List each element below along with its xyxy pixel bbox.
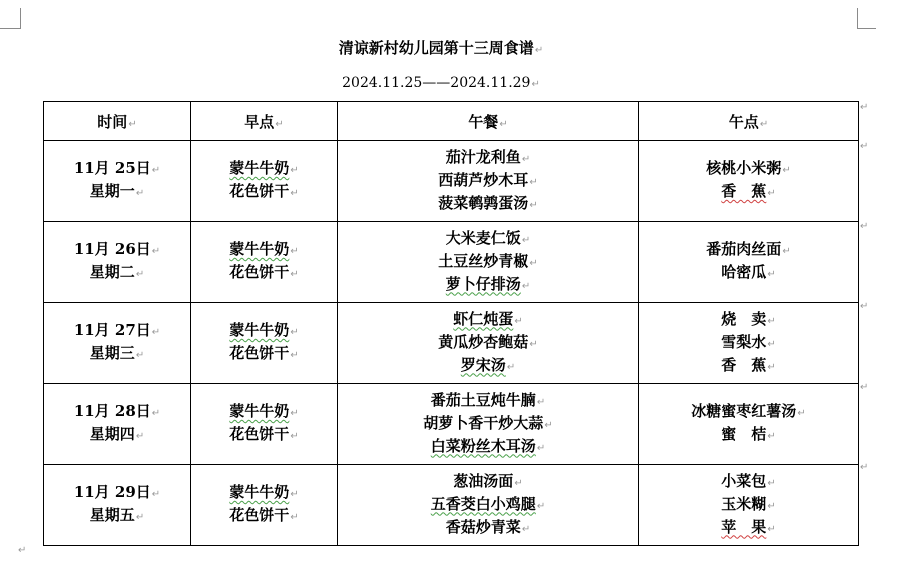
row-end-mark: ↵ (860, 301, 869, 312)
snack-item: 核桃小米粥↵ (706, 159, 791, 177)
lunch-item: 菠菜鹌鹑蛋汤↵ (438, 193, 538, 212)
breakfast-item: 花色饼干↵ (229, 344, 299, 362)
cell-lunch (338, 141, 639, 222)
cell-time (44, 384, 191, 465)
row-end-mark: ↵ (860, 221, 869, 232)
date-text: 11月 27日↵ (73, 321, 161, 339)
lunch-item: 萝卜仔排汤↵ (445, 274, 531, 293)
breakfast-item: 花色饼干↵ (229, 263, 299, 281)
lunch-item: 黄瓜炒杏鲍菇↵ (438, 332, 538, 351)
document-title: 清谅新村幼儿园第十三周食谱↵ (338, 39, 544, 57)
date-text: 11月 28日↵ (73, 402, 161, 420)
breakfast-item: 蒙牛牛奶↵ (229, 321, 299, 339)
crop-mark-top-right (857, 8, 876, 29)
cell-time (44, 141, 191, 222)
snack-item: 雪梨水↵ (721, 332, 776, 351)
snack-item: 小菜包↵ (721, 471, 776, 490)
lunch-item: 土豆丝炒青椒↵ (438, 251, 538, 270)
row-end-mark: ↵ (860, 102, 869, 113)
date-range: 2024.11.25——2024.11.29↵ (342, 75, 540, 91)
cell-breakfast (191, 303, 338, 384)
cell-snack (639, 384, 859, 465)
lunch-item: 葱油汤面↵ (453, 471, 523, 490)
lunch-item: 大米麦仁饭↵ (445, 228, 531, 247)
lunch-item: 茄汁龙利鱼↵ (445, 147, 531, 166)
crop-mark-top-left (0, 8, 21, 29)
lunch-item: 白菜粉丝木耳汤↵ (430, 436, 546, 455)
cell-breakfast (191, 141, 338, 222)
lunch-item: 五香茭白小鸡腿↵ (430, 494, 546, 513)
cell-breakfast (191, 384, 338, 465)
snack-item: 冰糖蜜枣红薯汤↵ (691, 402, 806, 420)
snack-item: 香 蕉↵ (721, 182, 776, 200)
snack-item: 番茄肉丝面↵ (706, 240, 791, 258)
date-text: 11月 29日↵ (73, 483, 161, 501)
date-text: 11月 25日↵ (73, 159, 161, 177)
weekday-text: 星期二↵ (89, 263, 145, 281)
breakfast-item: 花色饼干↵ (229, 182, 299, 200)
row-end-mark: ↵ (860, 382, 869, 393)
lunch-item: 西葫芦炒木耳↵ (438, 170, 538, 189)
snack-item: 蜜 桔↵ (721, 425, 776, 443)
header-lunch: 午餐↵ (338, 102, 639, 141)
cell-snack (639, 141, 859, 222)
snack-item: 苹 果↵ (721, 517, 776, 536)
snack-item: 玉米糊↵ (721, 494, 776, 513)
cell-lunch (338, 303, 639, 384)
breakfast-item: 蒙牛牛奶↵ (229, 483, 299, 501)
cell-lunch (338, 465, 639, 546)
table-row (44, 222, 859, 303)
breakfast-item: 蒙牛牛奶↵ (229, 402, 299, 420)
table-row (44, 384, 859, 465)
table-header-row (44, 102, 859, 141)
cell-snack (639, 303, 859, 384)
breakfast-item: 花色饼干↵ (229, 425, 299, 443)
cell-breakfast (191, 222, 338, 303)
weekday-text: 星期三↵ (89, 344, 145, 362)
lunch-item: 虾仁炖蛋↵ (453, 309, 523, 328)
cell-lunch (338, 384, 639, 465)
cell-snack (639, 222, 859, 303)
snack-item: 烧 卖↵ (721, 309, 776, 328)
breakfast-item: 蒙牛牛奶↵ (229, 159, 299, 177)
menu-table (43, 101, 859, 546)
header-breakfast: 早点↵ (191, 102, 338, 141)
snack-item: 香 蕉↵ (721, 355, 776, 374)
row-end-mark: ↵ (860, 141, 869, 152)
cell-time (44, 465, 191, 546)
document-end-mark: ↵ (18, 545, 27, 556)
weekday-text: 星期四↵ (89, 425, 145, 443)
table-row (44, 141, 859, 222)
cell-time (44, 222, 191, 303)
breakfast-item: 花色饼干↵ (229, 506, 299, 524)
header-time: 时间↵ (44, 102, 191, 141)
cell-breakfast (191, 465, 338, 546)
lunch-item: 罗宋汤↵ (460, 355, 516, 374)
cell-lunch (338, 222, 639, 303)
weekday-text: 星期一↵ (89, 182, 145, 200)
date-text: 11月 26日↵ (73, 240, 161, 258)
table-row (44, 303, 859, 384)
weekday-text: 星期五↵ (89, 506, 145, 524)
lunch-item: 胡萝卜香干炒大蒜↵ (423, 413, 553, 432)
cell-time (44, 303, 191, 384)
snack-item: 哈密瓜↵ (721, 263, 776, 281)
row-end-mark: ↵ (860, 462, 869, 473)
table-row (44, 465, 859, 546)
header-snack: 午点↵ (639, 102, 859, 141)
lunch-item: 番茄土豆炖牛腩↵ (430, 390, 546, 409)
cell-snack (639, 465, 859, 546)
breakfast-item: 蒙牛牛奶↵ (229, 240, 299, 258)
lunch-item: 香菇炒青菜↵ (445, 517, 531, 536)
